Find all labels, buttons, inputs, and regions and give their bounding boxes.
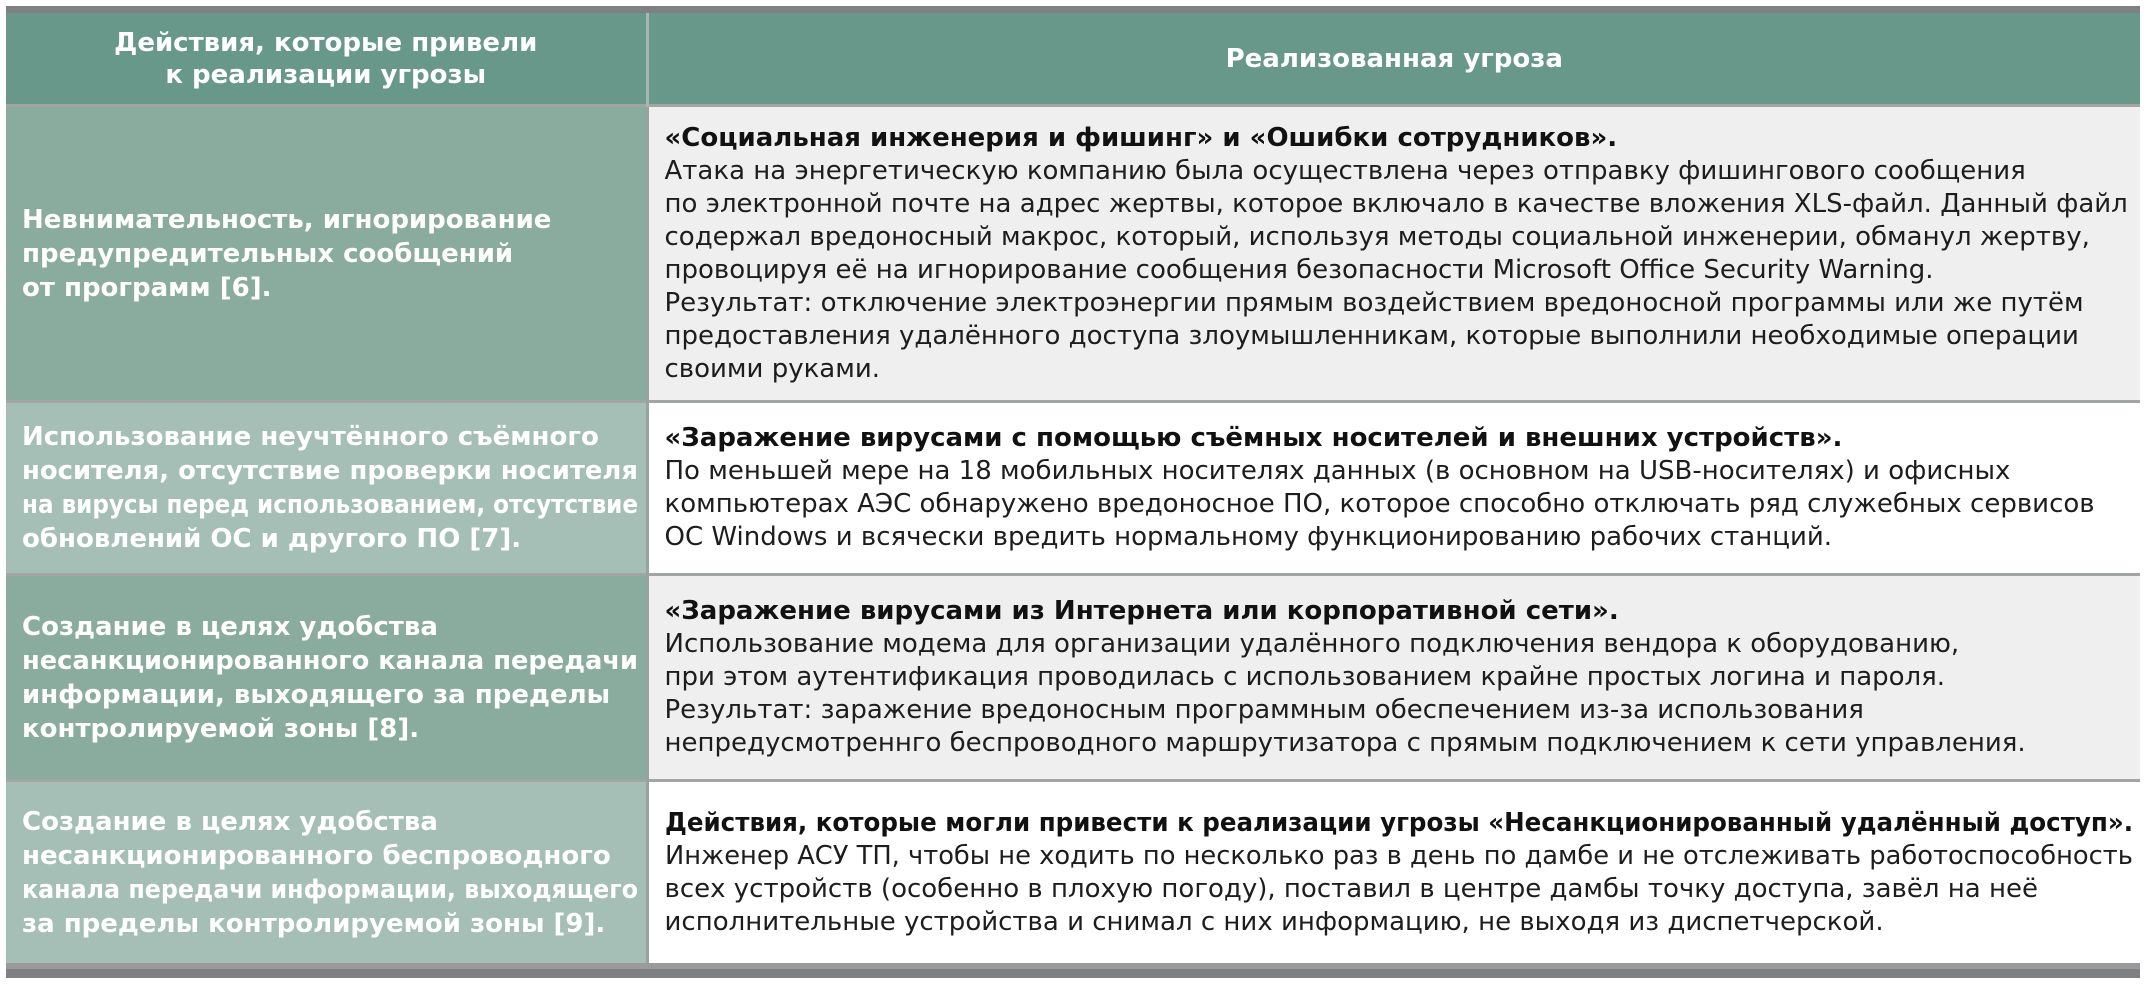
threat-line: предоставления удалённого доступа злоумышленникам, которые выполнили необходимые операции (664, 320, 2079, 351)
header-actions (6, 13, 647, 106)
action-cell (6, 781, 647, 964)
action-cell (6, 106, 647, 402)
threat-line: ОС Windows и всячески вредить нормальному функционированию рабочих станций. (664, 522, 1832, 552)
threat-line: всех устройств (особенно в плохую погоду), поставил в центре дамбы точку доступа, завёл на неё (664, 873, 2038, 904)
table-row (6, 575, 2140, 781)
action-line: предупредительных сообщений (22, 238, 514, 269)
action-line: от программ [6]. (22, 272, 272, 303)
threat-line: Результат: заражение вредоносным программным обеспечением из-за использования (664, 695, 1864, 725)
threat-line: своими руками. (664, 353, 881, 384)
threat-cell (647, 781, 2140, 964)
threat-line: по электронной почте на адрес жертвы, которое включало в качестве вложения XLS-файл. Данный файл (664, 188, 2128, 219)
action-line: на вирусы перед использованием, отсутствие (22, 490, 639, 520)
threat-cell (647, 575, 2140, 781)
threat-line: Атака на энергетическую компанию была осуществлена через отправку фишингового сообщения (664, 155, 2026, 186)
threat-title: «Социальная инженерия и фишинг» и «Ошибки сотрудников». (664, 122, 1618, 153)
action-line: несанкционированного канала передачи (22, 645, 638, 676)
action-line: Невнимательность, игнорирование (22, 204, 552, 235)
action-cell (6, 402, 647, 575)
action-line: информации, выходящего за пределы (22, 679, 611, 710)
action-line: носителя, отсутствие проверки носителя (22, 456, 639, 486)
action-line: несанкционированного беспроводного (22, 840, 611, 871)
threat-line: исполнительные устройства и снимал с них информацию, не выходя из диспетчерской. (664, 906, 1884, 937)
threat-line: компьютерах АЭС обнаружено вредоносное ПО, которое способно отключать ряд служебных сервисов (664, 489, 2095, 519)
threat-line: Инженер АСУ ТП, чтобы не ходить по несколько раз в день по дамбе и не отслеживать работоспособность (664, 840, 2133, 871)
table-header-row (6, 13, 2140, 106)
threat-line: По меньшей мере на 18 мобильных носителях данных (в основном на USB-носителях) и офисных (664, 456, 2011, 486)
header-threat (647, 13, 2140, 106)
threat-line: провоцируя её на игнорирование сообщения безопасности Microsoft Office Security Warning. (664, 254, 1934, 285)
threat-title: Действия, которые могли привести к реализации угрозы «Несанкционированный удалённый доступ». (664, 807, 2133, 838)
action-line: обновлений ОС и другого ПО [7]. (22, 524, 522, 554)
action-cell (6, 575, 647, 781)
threat-title: «Заражение вирусами из Интернета или корпоративной сети». (664, 596, 1619, 626)
header-actions-line: Действия, которые привели (114, 27, 538, 58)
table-row (6, 781, 2140, 964)
threat-line: содержал вредоносный макрос, который, используя методы социальной инженерии, обманул жертву, (664, 221, 2090, 252)
threat-cell (647, 106, 2140, 402)
threat-line: Результат: отключение электроэнергии прямым воздействием вредоносной программы или же путём (664, 287, 2084, 318)
threats-table (6, 13, 2140, 963)
action-line: Использование неучтённого съёмного (22, 422, 599, 452)
header-actions-line: к реализации угрозы (165, 59, 487, 90)
threat-cell (647, 402, 2140, 575)
threat-title: «Заражение вирусами с помощью съёмных носителей и внешних устройств». (664, 423, 1843, 453)
action-line: канала передачи информации, выходящего (22, 874, 639, 905)
threat-line: Использование модема для организации удалённого подключения вендора к оборудованию, (664, 629, 1960, 659)
action-line: Создание в целях удобства (22, 611, 438, 642)
threat-line: при этом аутентификация проводилась с использованием крайне простых логина и пароля. (664, 662, 1946, 692)
table-row (6, 106, 2140, 402)
threat-line: непредусмотреннго беспроводного маршрутизатора с прямым подключением к сети управления. (664, 728, 2026, 758)
table-row (6, 402, 2140, 575)
action-line: контролируемой зоны [8]. (22, 713, 420, 744)
header-threat-label: Реализованная угроза (1225, 43, 1563, 74)
action-line: Создание в целях удобства (22, 806, 438, 837)
threats-table-frame (6, 6, 2140, 978)
action-line: за пределы контролируемой зоны [9]. (22, 908, 606, 939)
